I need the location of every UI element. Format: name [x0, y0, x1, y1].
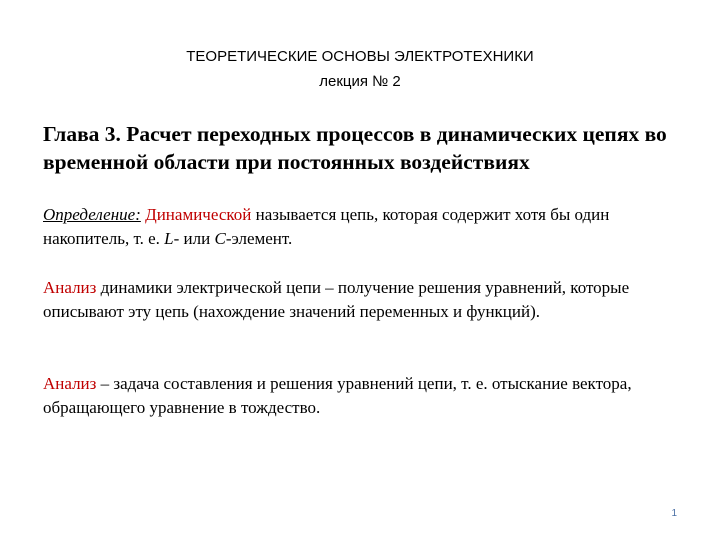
definition-text: называется цепь, которая содержит хотя бы один накопитель, т. е.	[43, 205, 610, 248]
page-number: 1	[671, 508, 677, 519]
analysis-term-1: Анализ	[43, 278, 97, 297]
definition-L: L	[164, 229, 174, 248]
chapter-heading: Глава 3. Расчет переходных процессов в динамических цепях во временной области при постоянных воздействиях	[43, 122, 667, 174]
definition-middle: - или	[173, 229, 211, 248]
definition-end: -элемент.	[225, 229, 293, 248]
analysis-term-2: Анализ	[43, 374, 97, 393]
definition-C: C	[214, 229, 226, 248]
lecture-number: лекция № 2	[319, 73, 401, 90]
analysis-text-1: динамики электрической цепи – получение решения уравнений, которые описывают эту цепь (нахождение значений переменных и функций).	[43, 278, 630, 321]
analysis-paragraph-1	[43, 276, 683, 324]
slide-title: ТЕОРЕТИЧЕСКИЕ ОСНОВЫ ЭЛЕКТРОТЕХНИКИ	[186, 48, 534, 65]
analysis-text-2: – задача составления и решения уравнений цепи, т. е. отыскание вектора, обращающего уравнение в тождество.	[43, 374, 632, 417]
definition-paragraph	[43, 203, 683, 251]
definition-term: Динамической	[145, 205, 252, 224]
definition-label: Определение:	[43, 205, 141, 224]
analysis-paragraph-2	[43, 372, 683, 420]
